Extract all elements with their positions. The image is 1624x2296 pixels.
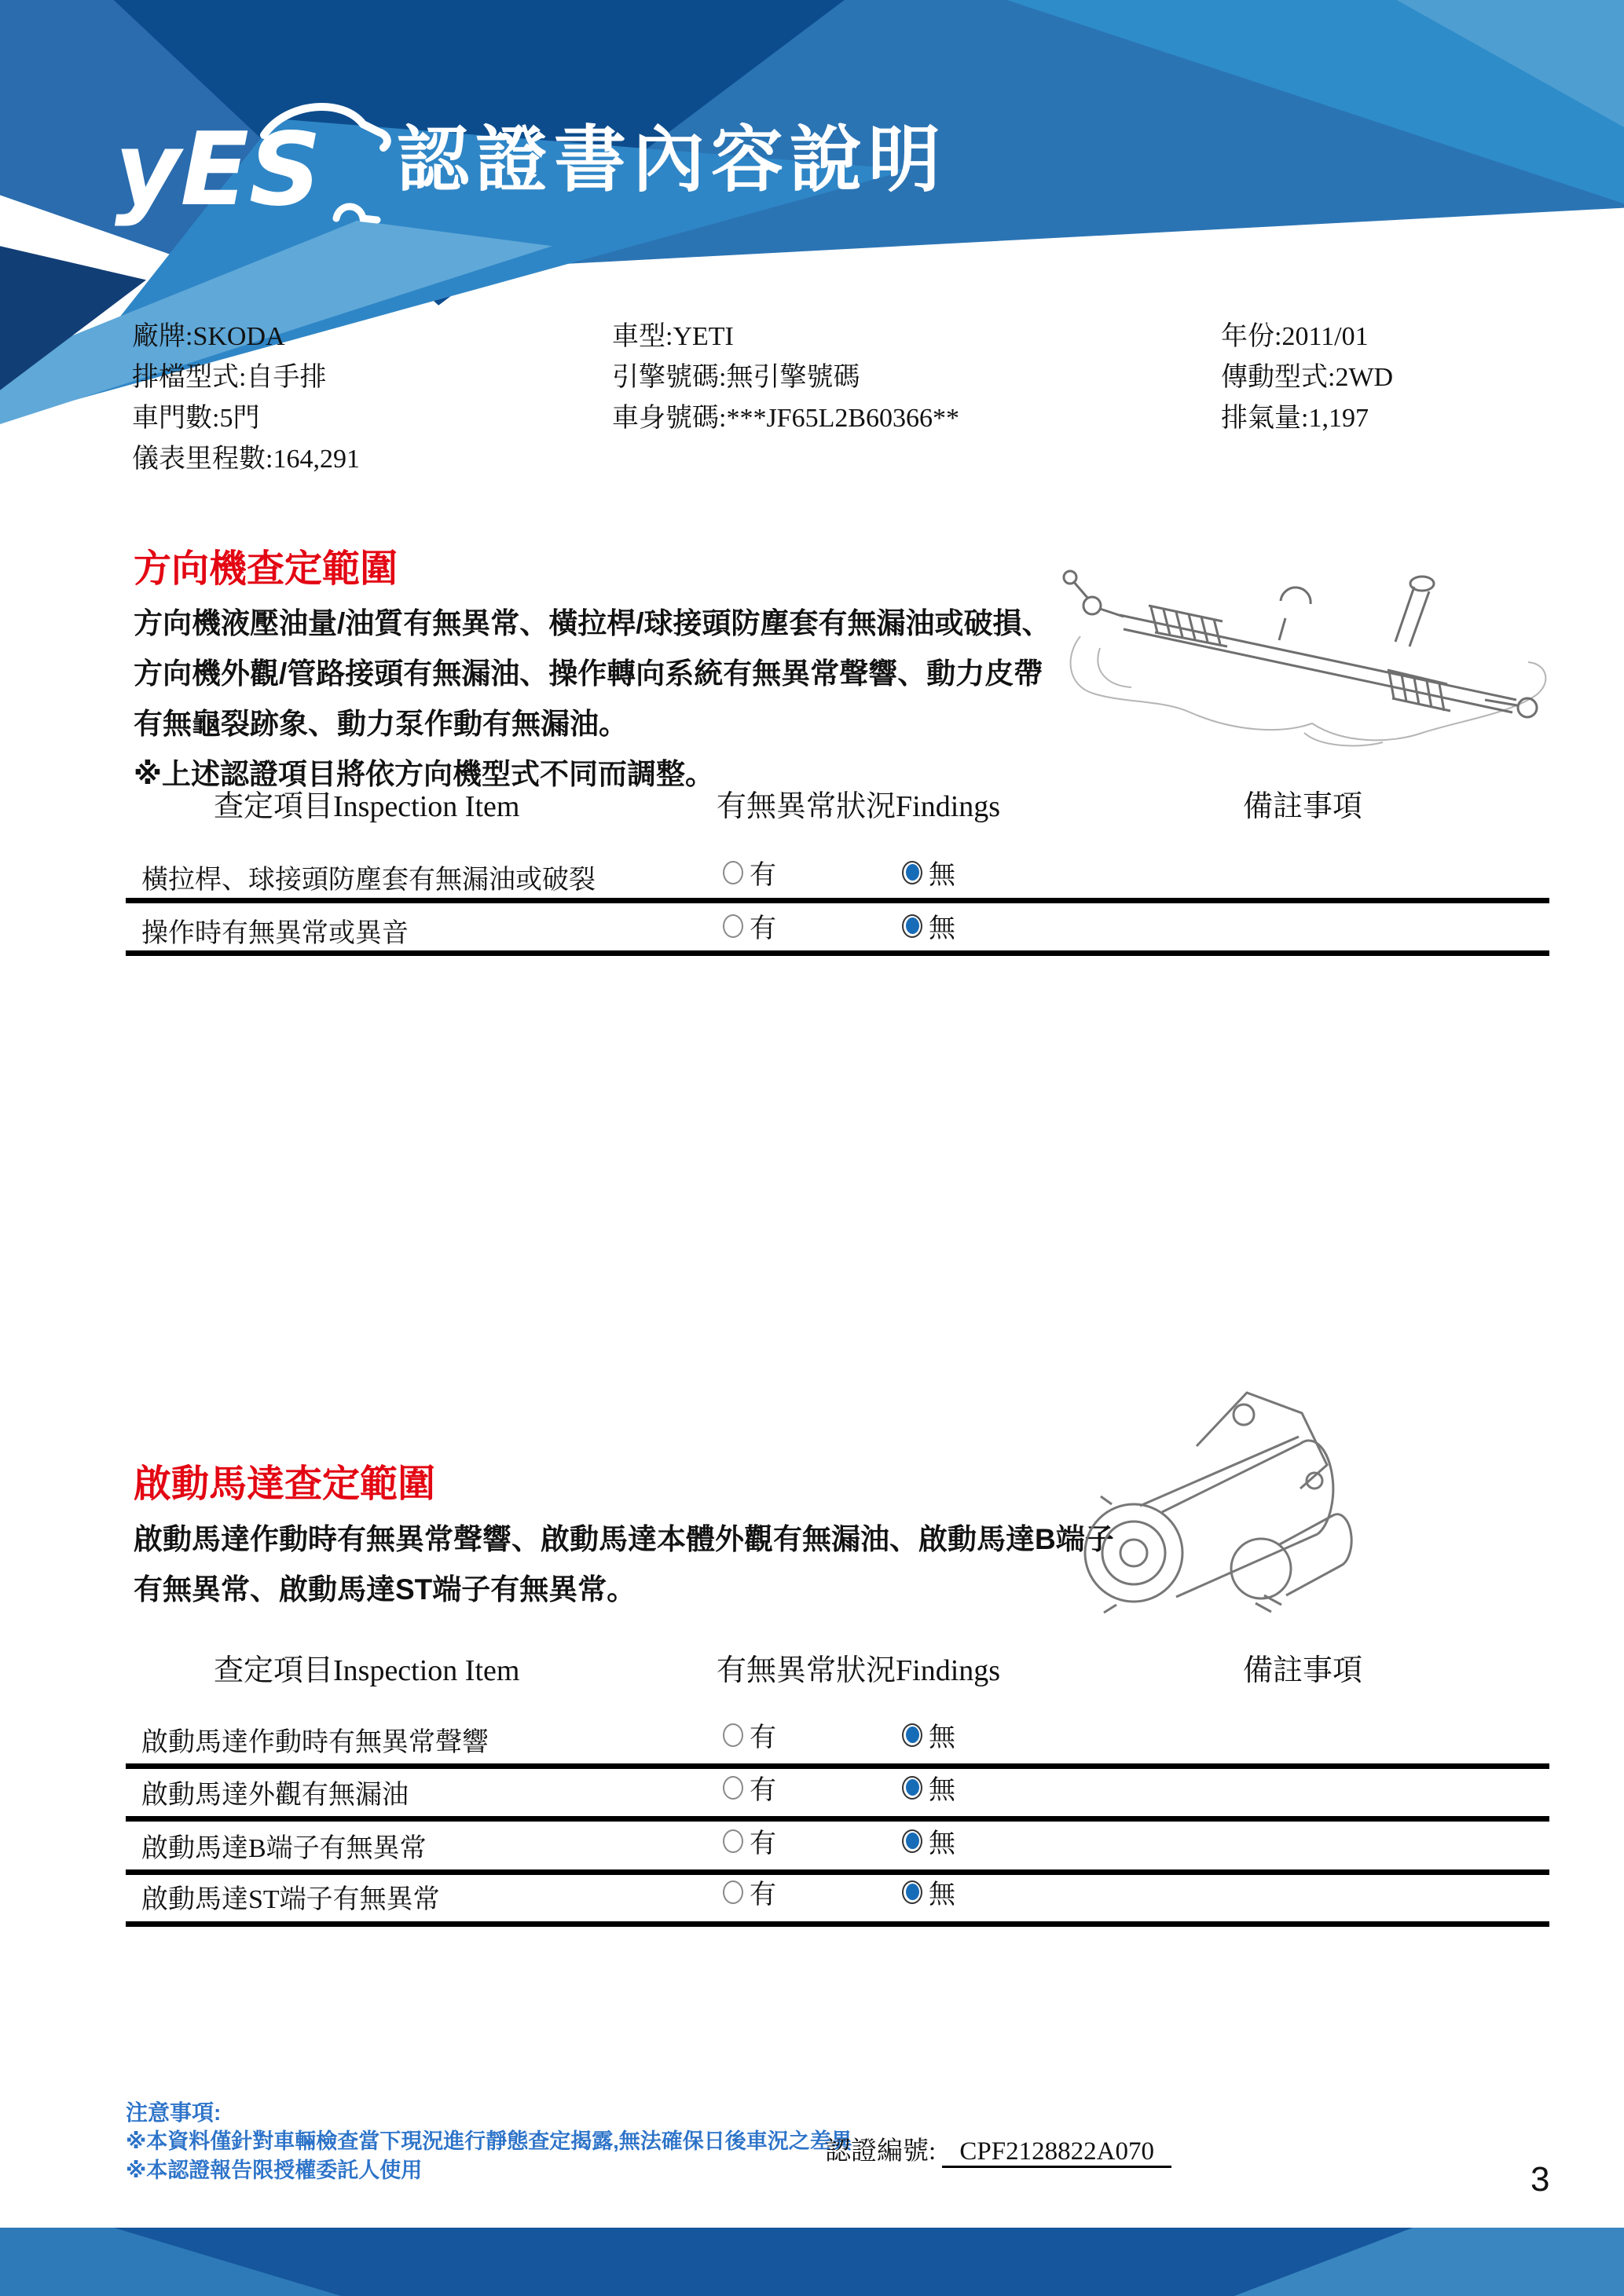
- notice-line: ※本認證報告限授權委託人使用: [126, 2159, 423, 2182]
- radio-unselected-icon[interactable]: [723, 1776, 743, 1800]
- radio-unselected-icon[interactable]: [723, 1723, 743, 1747]
- radio-selected-icon[interactable]: [902, 1723, 922, 1747]
- radio-label-yes: 有: [750, 1829, 776, 1858]
- page-number: 3: [1531, 2160, 1550, 2199]
- finding-yes-option[interactable]: [723, 853, 776, 892]
- radio-unselected-icon[interactable]: [723, 914, 743, 938]
- table-divider: [126, 1763, 1549, 1769]
- col-header-item: 查定項目Inspection Item: [214, 1654, 520, 1687]
- finding-no-option[interactable]: [902, 1873, 955, 1911]
- col-header-findings: 有無異常狀況Findings: [717, 1654, 1001, 1687]
- col-header-item: 查定項目Inspection Item: [214, 790, 520, 823]
- starter-motor-illustration: [1065, 1371, 1379, 1630]
- section-title-starter: 啟動馬達查定範圍: [134, 1463, 436, 1505]
- finding-no-option[interactable]: [902, 1716, 955, 1754]
- desc-line: 方向機外觀/管路接頭有無漏油、操作轉向系統有無異常聲響、動力皮帶: [134, 657, 1043, 690]
- certificate-number-value: CPF2128822A070: [942, 2137, 1171, 2168]
- table-divider: [126, 1816, 1549, 1822]
- finding-no-option[interactable]: [902, 1768, 955, 1807]
- info-engine-no: 引擎號碼:無引擎號碼: [612, 363, 860, 392]
- table-row-item: 操作時有無異常或異音: [141, 919, 409, 948]
- col-header-remarks: 備註事項: [1243, 790, 1363, 823]
- desc-line: 啟動馬達作動時有無異常聲響、啟動馬達本體外觀有無漏油、啟動馬達B端子: [134, 1523, 1114, 1555]
- info-vin: 車身號碼:***JF65L2B60366**: [612, 404, 960, 433]
- table-row-item: 啟動馬達作動時有無異常聲響: [141, 1728, 489, 1757]
- info-brand: 廠牌:SKODA: [132, 322, 285, 351]
- table-row-item: 啟動馬達外觀有無漏油: [141, 1781, 409, 1810]
- col-header-remarks: 備註事項: [1243, 1654, 1363, 1687]
- info-drivetrain: 傳動型式:2WD: [1221, 363, 1394, 392]
- yes-logo-icon: [110, 79, 393, 244]
- certificate-number-label: 認證編號:: [825, 2137, 937, 2166]
- radio-unselected-icon[interactable]: [723, 861, 743, 884]
- finding-yes-option[interactable]: [723, 906, 776, 945]
- radio-selected-icon[interactable]: [902, 1829, 922, 1853]
- radio-label-yes: 有: [750, 1723, 776, 1752]
- section-desc-starter: [134, 1514, 1114, 1615]
- radio-selected-icon[interactable]: [902, 1880, 922, 1904]
- finding-no-option[interactable]: [902, 906, 955, 945]
- radio-selected-icon[interactable]: [902, 1776, 922, 1800]
- table-divider: [126, 1921, 1549, 1927]
- desc-line: 有無龜裂跡象、動力泵作動有無漏油。: [134, 708, 628, 740]
- finding-no-option[interactable]: [902, 853, 955, 892]
- table-row-item: 啟動馬達ST端子有無異常: [141, 1885, 440, 1914]
- yes-logo-text: yES: [115, 112, 322, 229]
- radio-label-yes: 有: [750, 1776, 776, 1805]
- section-title-steering: 方向機查定範圍: [134, 548, 398, 590]
- finding-yes-option[interactable]: [723, 1873, 776, 1911]
- radio-unselected-icon[interactable]: [723, 1880, 743, 1904]
- finding-yes-option[interactable]: [723, 1768, 776, 1807]
- page-title: 認證書內容說明: [397, 120, 948, 200]
- info-model: 車型:YETI: [612, 322, 734, 351]
- radio-label-no: 無: [929, 1880, 955, 1910]
- table-row-item: 啟動馬達B端子有無異常: [141, 1834, 427, 1863]
- table-divider: [126, 950, 1549, 956]
- info-doors: 車門數:5門: [132, 404, 260, 433]
- radio-label-no: 無: [929, 861, 955, 890]
- info-year: 年份:2011/01: [1221, 322, 1369, 351]
- finding-yes-option[interactable]: [723, 1822, 776, 1860]
- footer-band: [0, 2228, 1624, 2296]
- notice-title: 注意事項:: [126, 2100, 222, 2125]
- radio-label-yes: 有: [750, 914, 776, 943]
- table-divider: [126, 1869, 1549, 1875]
- radio-selected-icon[interactable]: [902, 861, 922, 884]
- notice-line: ※本資料僅針對車輛檢查當下現況進行靜態查定揭露,無法確保日後車況之差異: [126, 2129, 852, 2153]
- radio-label-yes: 有: [750, 1880, 776, 1910]
- radio-selected-icon[interactable]: [902, 914, 922, 938]
- info-gearbox: 排檔型式:自手排: [132, 363, 327, 392]
- info-displacement: 排氣量:1,197: [1221, 404, 1369, 433]
- radio-label-no: 無: [929, 914, 955, 943]
- steering-rack-illustration: [1045, 546, 1564, 754]
- radio-label-no: 無: [929, 1776, 955, 1805]
- table-row-item: 橫拉桿、球接頭防塵套有無漏油或破裂: [141, 866, 596, 895]
- table-divider: [126, 898, 1549, 903]
- desc-line: ※上述認證項目將依方向機型式不同而調整。: [134, 758, 714, 790]
- section-desc-steering: [134, 599, 1051, 800]
- desc-line: 方向機液壓油量/油質有無異常、橫拉桿/球接頭防塵套有無漏油或破損、: [134, 607, 1051, 639]
- radio-label-no: 無: [929, 1723, 955, 1752]
- desc-line: 有無異常、啟動馬達ST端子有無異常。: [134, 1573, 636, 1606]
- finding-no-option[interactable]: [902, 1822, 955, 1860]
- certificate-number-line: [825, 2130, 1171, 2167]
- radio-label-yes: 有: [750, 861, 776, 890]
- col-header-findings: 有無異常狀況Findings: [717, 790, 1001, 823]
- radio-unselected-icon[interactable]: [723, 1829, 743, 1853]
- radio-label-no: 無: [929, 1829, 955, 1858]
- info-mileage: 儀表里程數:164,291: [132, 445, 360, 474]
- finding-yes-option[interactable]: [723, 1716, 776, 1754]
